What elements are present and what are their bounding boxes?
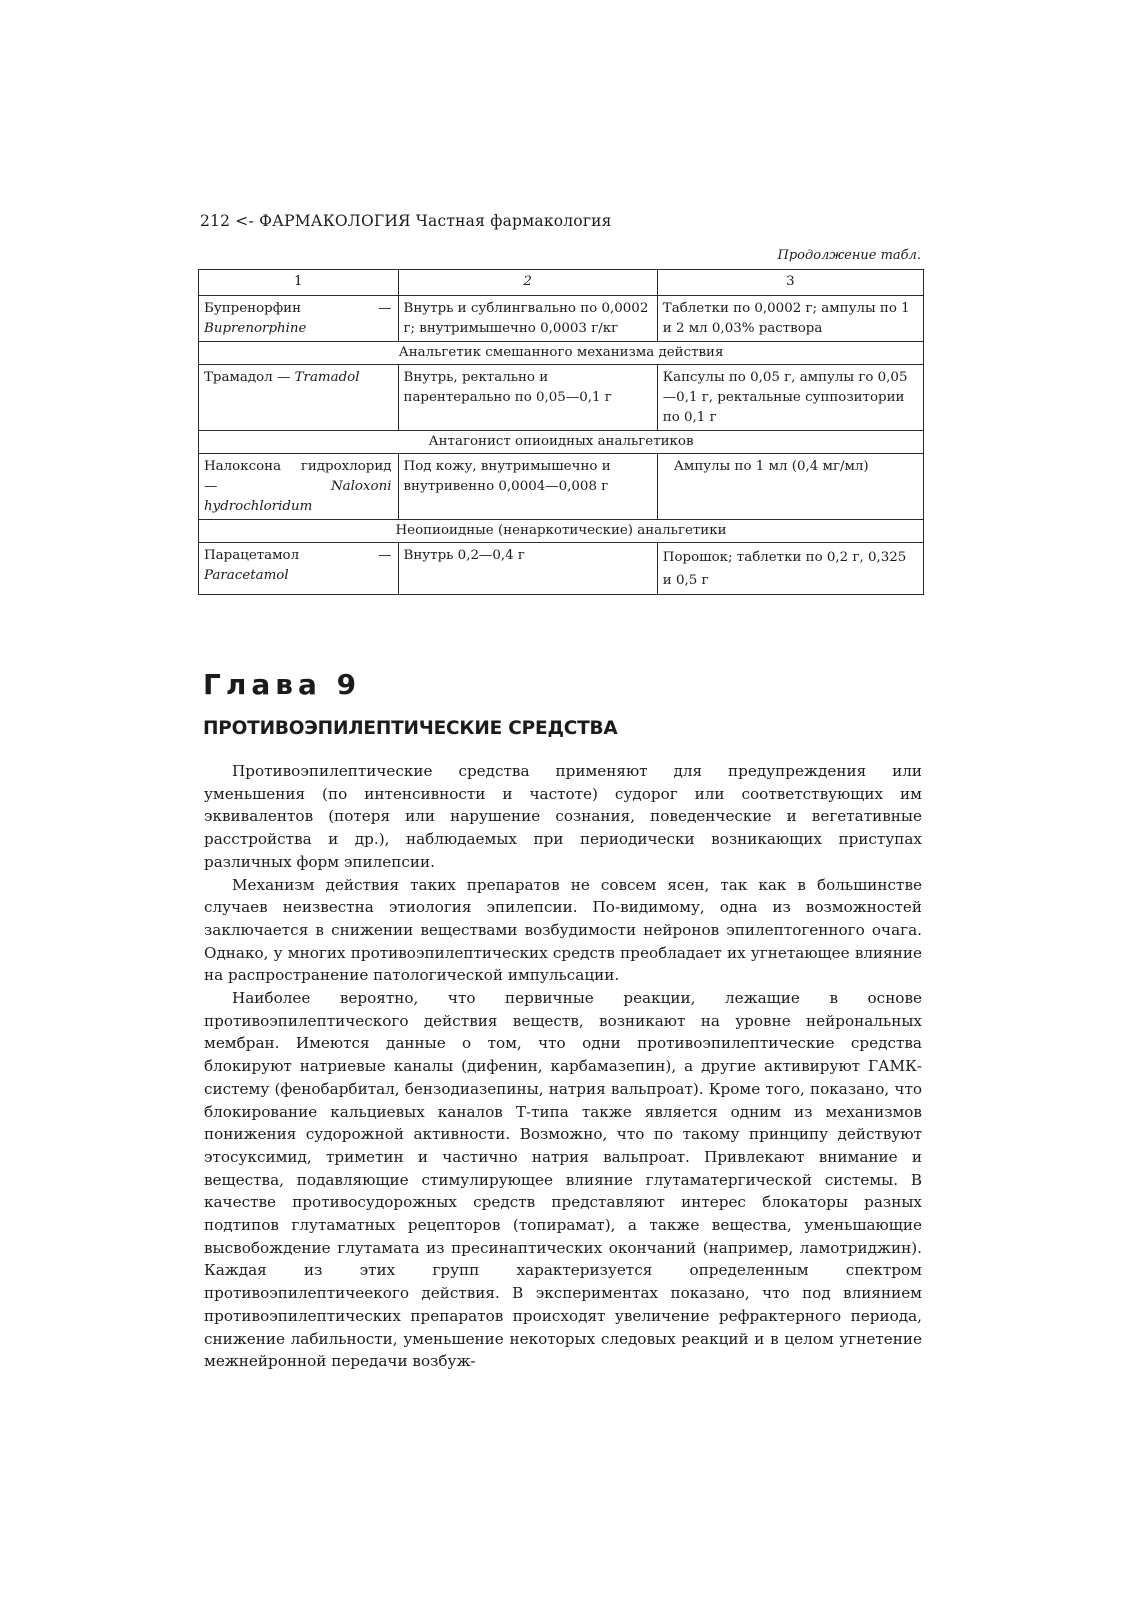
table-row-paracetamol: [199, 543, 924, 595]
forms-cell: Капсулы по 0,05 г, ампулы го 0,05—0,1 г, ректальные суппозитории по 0,1 г: [657, 365, 923, 431]
column-header-2: 2: [398, 270, 657, 296]
paragraph: Противоэпилептические средства применяют для предупреждения или уменьшения (по интенсивности и частоте) судорог или соответствующих им эквивалентов (потеря или нарушение сознания, поведенческие и вегетативные расстройства и др.), наблюдаемых при периодически возникающих приступах различных форм эпилепсии.: [204, 762, 922, 871]
chapter-title: ПРОТИВОЭПИЛЕПТИЧЕСКИЕ СРЕДСТВА: [203, 718, 618, 739]
table-continuation-label: Продолжение табл.: [777, 248, 921, 263]
drug-name-ru: Трамадол —: [204, 370, 295, 385]
forms-cell: Таблетки по 0,0002 г; ампулы по 1 и 2 мл 0,03% раствора: [657, 296, 923, 342]
table-row-buprenorphine: [199, 296, 924, 342]
dose-cell: Внутрь, ректально и парентерально по 0,05—0,1 г: [398, 365, 657, 431]
drug-name-ru: Налоксона гидрохлорид —: [204, 459, 392, 494]
drug-name-latin: Buprenorphine: [204, 321, 307, 336]
drug-name-ru: Бупренорфин —: [204, 301, 392, 316]
section-heading: Антагонист опиоидных анальгетиков: [199, 431, 924, 454]
drug-name-cell: [199, 454, 399, 520]
dose-cell: Внутрь и сублингвально по 0,0002 г; внутримышечно 0,0003 г/кг: [398, 296, 657, 342]
running-header: 212 <- ФАРМАКОЛОГИЯ Частная фармакология: [200, 212, 612, 230]
drug-name-cell: [199, 296, 399, 342]
table-section-row: [199, 520, 924, 543]
section-heading: Анальгетик смешанного механизма действия: [199, 342, 924, 365]
drug-name-cell: [199, 365, 399, 431]
drug-name-latin: Naloxoni hydrochloridum: [204, 479, 392, 514]
drug-name-latin: Paracetamol: [204, 568, 289, 583]
table-section-row: [199, 431, 924, 454]
table-row-naloxone: [199, 454, 924, 520]
paragraph: Наиболее вероятно, что первичные реакции, лежащие в основе противоэпилептического действия веществ, возникают на уровне нейрональных мембран. Имеются данные о том, что одни противоэпилептические средства блокируют натриевые каналы (дифенин, карбамазепин), а другие активируют ГАМК-систему (фенобарбитал, бензодиазепины, натрия вальпроат). Кроме того, показано, что блокирование кальциевых каналов Т-типа также является одним из механизмов понижения судорожной активности. Возможно, что по такому принципу действуют этосуксимид, триметин и частично натрия вальпроат. Привлекают внимание и вещества, подавляющие стимулирующее влияние глутаматергической системы. В качестве противосудорожных средств представляют интерес блокаторы разных подтипов глутаматных рецепторов (топирамат), а также вещества, уменьшающие высвобождение глутамата из пресинаптических окончаний (например, ламотриджин). Каждая из этих групп характеризуется определенным спектром противоэпилептичеекого действия. В экспериментах показано, что под влиянием противоэпилептических препаратов происходят увеличение рефрактерного периода, снижение лабильности, уменьшение некоторых следовых реакций и в целом угнетение межнейронной передачи возбуж-: [204, 989, 922, 1371]
drug-table: [198, 269, 924, 595]
body-text: [204, 760, 922, 1373]
column-header-1: 1: [199, 270, 399, 296]
paragraph: Механизм действия таких препаратов не совсем ясен, так как в большинстве случаев неизвестна этиология эпилепсии. По-видимому, одна из возможностей заключается в снижении веществами возбудимости нейронов эпилептогенного очага. Однако, у многих противоэпилептических средств преобладает их угнетающее влияние на распространение патологической импульсации.: [204, 875, 922, 985]
drug-name-cell: [199, 543, 399, 595]
table-section-row: [199, 342, 924, 365]
forms-cell: Ампулы по 1 мл (0,4 мг/мл): [657, 454, 923, 520]
chapter-label: Глава 9: [203, 668, 362, 701]
forms-cell: Порошок; таблетки по 0,2 г, 0,325 и 0,5 г: [657, 543, 923, 595]
column-header-3: 3: [657, 270, 923, 296]
dose-cell: Под кожу, внутримышечно и внутривенно 0,0004—0,008 г: [398, 454, 657, 520]
section-heading: Неопиоидные (ненаркотические) анальгетики: [199, 520, 924, 543]
dose-cell: Внутрь 0,2—0,4 г: [398, 543, 657, 595]
table-header-row: [199, 270, 924, 296]
drug-name-latin: Tramadol: [294, 370, 360, 385]
drug-name-ru: Парацетамол —: [204, 548, 392, 563]
table-row-tramadol: [199, 365, 924, 431]
